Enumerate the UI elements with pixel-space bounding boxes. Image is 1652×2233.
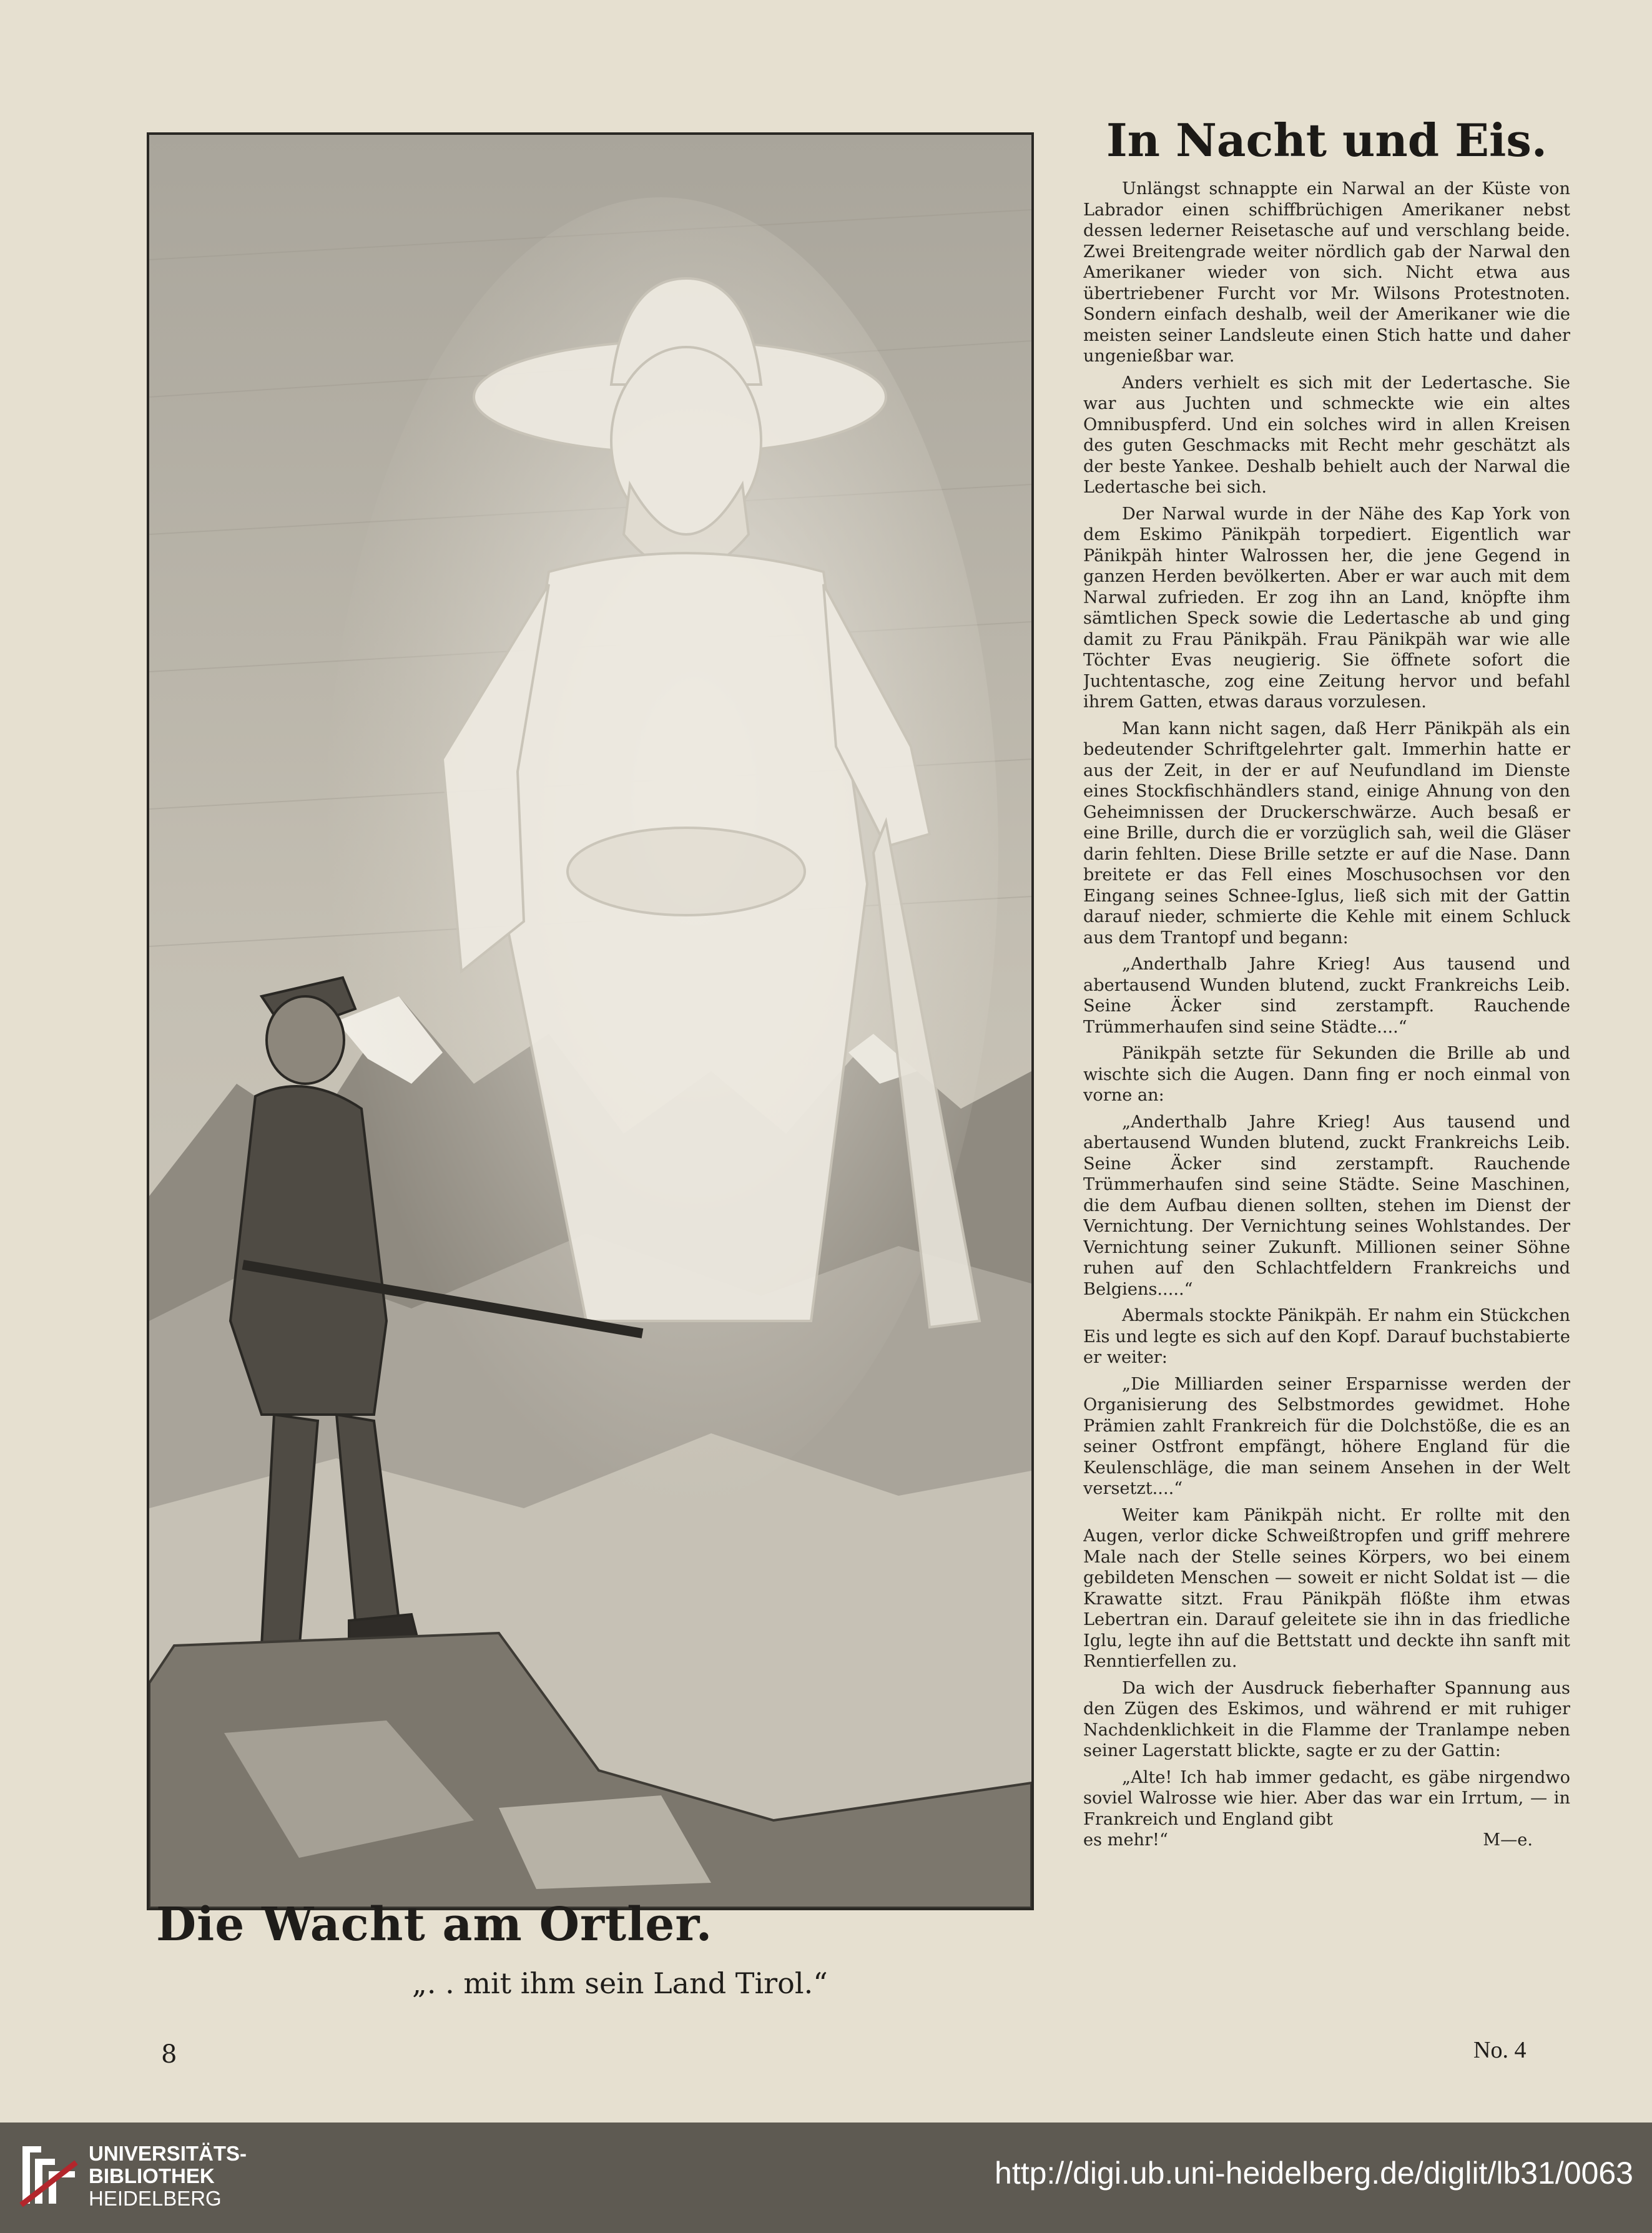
source-url-link[interactable]: http://digi.ub.uni-heidelberg.de/diglit/lb31/0063: [995, 2156, 1633, 2191]
article-paragraph: Pänikpäh setzte für Sekunden die Brille ab und wischte sich die Augen. Dann fing er noch einmal von vorne an:: [1083, 1044, 1570, 1105]
illustration-drawing: [149, 135, 1031, 1908]
article-paragraph: „Anderthalb Jahre Krieg! Aus tausend und abertausend Wunden blutend, zuckt Frankreichs Leib. Seine Äcker sind zerstampft. Rauchende Trümmerhaufen sind seine Städte. Seine Maschinen, die dem Aufbau dienen sollten, stehen im Dienst der Vernichtung. Der Vernichtung seines Wohlstandes. Der Vernichtung seiner Zukunft. Millionen seiner Söhne ruhen auf den Schlachtfeldern Frankreichs und Belgiens.....“: [1083, 1112, 1570, 1299]
article-paragraph: Da wich der Ausdruck fieberhafter Spannung aus den Zügen des Eskimos, und während er mit ruhiger Nachdenklichkeit in die Flamme der Tranlampe neben seiner Lagerstatt blickte, sagte er zu der Gattin:: [1083, 1678, 1570, 1760]
issue-number: No. 4: [1473, 2037, 1527, 2063]
article-paragraph: „Anderthalb Jahre Krieg! Aus tausend und abertausend Wunden blutend, zuckt Frankreichs Leib. Seine Äcker sind zerstampft. Rauchende Trümmerhaufen sind seine Städte....“: [1083, 955, 1570, 1037]
article-paragraph: „Alte! Ich hab immer gedacht, es gäbe nirgendwo soviel Walrosse wie hier. Aber das war ein Irrtum, — in Frankreich und England gibt: [1083, 1767, 1570, 1829]
article-paragraph: Abermals stockte Pänikpäh. Er nahm ein Stückchen Eis und legte es sich auf den Kopf. Darauf buchstabierte er weiter:: [1083, 1306, 1570, 1367]
page-number: 8: [161, 2040, 177, 2069]
article-column: [1083, 112, 1570, 1979]
article-paragraph: Weiter kam Pänikpäh nicht. Er rollte mit den Augen, verlor dicke Schweißtropfen und griff mehrere Male nach der Stelle seines Körpers, wo bei einem gebildeten Menschen — soweit er nicht Soldat ist — die Krawatte sitzt. Frau Pänikpäh flößte ihm etwas Lebertran ein. Darauf geleitete sie ihn in das friedliche Iglu, legte ihn auf die Bettstatt und deckte ihn sanft mit Renntierfellen zu.: [1083, 1505, 1570, 1671]
illustration-watch-at-ortler: [147, 132, 1034, 1910]
library-logo-icon: [16, 2140, 81, 2210]
author-signature: M—e.: [1483, 1830, 1533, 1850]
article-title: In Nacht und Eis.: [1106, 114, 1547, 167]
article-paragraph: Man kann nicht sagen, daß Herr Pänikpäh als ein bedeutender Schriftgelehrter galt. Immerhin hatte er aus der Zeit, in der er auf Neufundland im Dienste eines Stockfischhändlers stand, einige Ahnung von den Geheimnissen der Druckerschwärze. Auch besaß er eine Brille, durch die er vorzüglich sah, weil die Gläser darin fehlten. Diese Brille setzte er auf die Nase. Dann breitete er das Fell eines Moschusochsen vor den Eingang seines Schnee-Iglus, ließ sich mit der Gattin darauf nieder, schmierte die Kehle mit einem Schluck aus dem Trantopf und begann:: [1083, 719, 1570, 948]
library-name-line2: BIBLIOTHEK: [89, 2164, 215, 2187]
article-paragraph: Anders verhielt es sich mit der Ledertasche. Sie war aus Juchten und schmeckte wie ein altes Omnibuspferd. Und ein solches wird in allen Kreisen des guten Geschmacks mit Recht mehr geschätzt als der beste Yankee. Deshalb behielt auch der Narwal die Ledertasche bei sich.: [1083, 373, 1570, 497]
article-closing-line: [1083, 1830, 1570, 1850]
article-paragraph: „Die Milliarden seiner Ersparnisse werden der Organisierung des Selbstmordes gewidmet. Hohe Prämien zahlt Frankreich für die Dolchstöße, die es an seiner Ostfront empfängt, höhere England für die Keulenschläge, die man seinem Ansehen in der Welt versetzt....“: [1083, 1374, 1570, 1498]
library-name-line3: HEIDELBERG: [89, 2187, 222, 2210]
article-paragraph: Der Narwal wurde in der Nähe des Kap York von dem Eskimo Pänikpäh torpediert. Eigentlich war Pänikpäh hinter Walrossen her, die jene Gegend in ganzen Herden bevölkerten. Aber er war auch mit dem Narwal zufrieden. Er zog ihn an Land, knöpfte ihm sämtlichen Speck sowie die Ledertasche ab und ging damit zu Frau Pänikpäh. Frau Pänikpäh war wie alle Töchter Evas neugierig. Sie öffnete sofort die Juchtentasche, zog eine Zeitung hervor und befahl ihrem Gatten, etwas daraus vorzulesen.: [1083, 504, 1570, 712]
caption-quote: „. . mit ihm sein Land Tirol.“: [412, 1966, 828, 2000]
library-name: [89, 2142, 247, 2210]
caption-title: Die Wacht am Ortler.: [156, 1898, 713, 1951]
article-paragraph: Unlängst schnappte ein Narwal an der Küste von Labrador einen schiffbrüchigen Amerikaner nebst dessen lederner Reisetasche auf und verschlang beide. Zwei Breitengrade weiter nördlich gab der Narwal den Amerikaner wieder von sich. Nicht etwa aus übertriebener Furcht vor Mr. Wilsons Protestnoten. Sondern einfach deshalb, weil der Amerikaner wie die meisten seiner Landsleute einen Stich hatte und daher ungenießbar war.: [1083, 179, 1570, 366]
article-last-line: es mehr!“: [1083, 1830, 1168, 1850]
library-name-line1: UNIVERSITÄTS-: [89, 2142, 247, 2165]
